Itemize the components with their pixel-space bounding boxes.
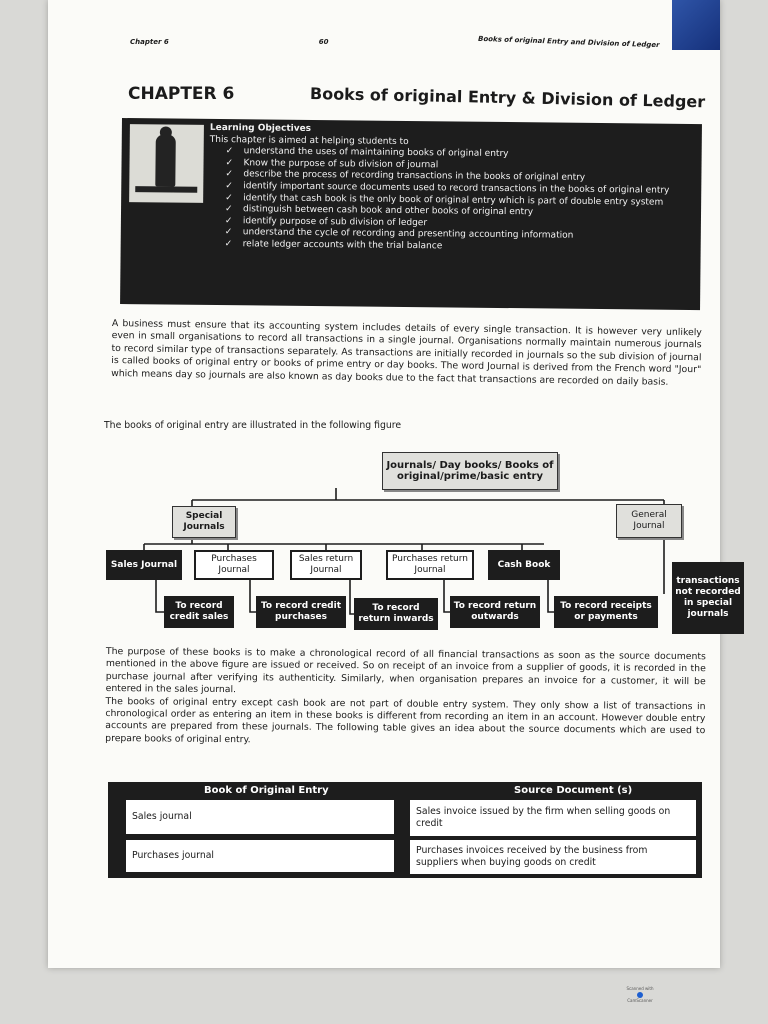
check-icon: ✓	[225, 192, 233, 203]
credit-purchases-box: To record credit purchases	[256, 596, 346, 628]
header-page-number: 60	[318, 38, 329, 46]
check-icon: ✓	[225, 181, 233, 192]
objective-item: ✓ identify important source documents used to record transactions in the books of original entry	[225, 181, 670, 196]
table-row-1-source: Sales invoice issued by the firm when selling goods on credit	[410, 800, 696, 836]
table-header-book: Book of Original Entry	[204, 785, 329, 796]
check-icon: ✓	[224, 215, 233, 226]
general-journal-note-box: transactions not recorded in special journals	[672, 562, 744, 634]
sales-return-journal-box: Sales return Journal	[290, 550, 362, 580]
chapter-label: CHAPTER 6	[128, 84, 235, 104]
books-of-entry-diagram	[104, 444, 741, 644]
objective-item: ✓ distinguish between cash book and other books of original entry	[224, 204, 534, 218]
objective-item: ✓ describe the process of recording transactions in the books of original entry	[225, 169, 586, 184]
purpose-section	[105, 646, 706, 750]
return-outwards-box: To record return outwards	[450, 596, 540, 628]
check-icon: ✓	[225, 146, 234, 157]
camscanner-watermark: Scanned with CamScanner	[626, 986, 654, 1003]
figure-intro: The books of original entry are illustrated in the following figure	[104, 420, 402, 431]
book-page	[48, 0, 741, 968]
special-journals-box: Special Journals	[172, 506, 236, 538]
credit-sales-box: To record credit sales	[164, 596, 234, 628]
root-journals-box: Journals/ Day books/ Books of original/prime/basic entry	[382, 452, 558, 490]
objective-item: ✓ understand the cycle of recording and presenting accounting information	[224, 227, 574, 242]
objective-item: ✓ Know the purpose of sub division of journal	[225, 157, 439, 171]
speaker-podium-icon	[129, 124, 204, 203]
learning-objectives-box	[120, 118, 702, 310]
running-header	[130, 34, 661, 50]
check-icon: ✓	[224, 204, 233, 215]
sales-journal-box: Sales Journal	[106, 550, 182, 580]
source-documents-table	[108, 782, 702, 878]
header-chapter: Chapter 6	[130, 38, 169, 46]
objectives-text	[209, 123, 696, 256]
objective-item: ✓ relate ledger accounts with the trial balance	[224, 239, 443, 252]
objective-item: ✓ understand the uses of maintaining books of original entry	[225, 146, 509, 160]
receipts-payments-box: To record receipts or payments	[554, 596, 658, 628]
purchases-return-journal-box: Purchases return Journal	[386, 550, 474, 580]
table-header-source: Source Document (s)	[514, 785, 633, 796]
check-icon: ✓	[225, 169, 234, 180]
cash-book-box: Cash Book	[488, 550, 560, 580]
objectives-title: Learning Objectives	[209, 122, 312, 134]
general-journal-box: General Journal	[616, 504, 682, 538]
return-inwards-box: To record return inwards	[354, 598, 438, 630]
double-entry-paragraph: The books of original entry except cash book are not part of double entry system. They only show a list of transactions in chronological order as entering an item in these books is different from recording an item in an account. However double entry accounts are prepared from these journals. The following table gives an idea about the source documents which are used to prepare books of original entry.	[105, 695, 706, 746]
purpose-paragraph: The purpose of these books is to make a chronological record of all financial transactions as soon as the source documents mentioned in the above figure are issued or received. So on receipt of an invoice from a supplier of goods, it is recorded in the purchase journal after verifying its authenticity. Similarly, when organisation prepares an invoice for a customer, it will be entered in the sales journal.	[105, 646, 706, 696]
table-row-2-source: Purchases invoices received by the business from suppliers when buying goods on credit	[410, 840, 696, 874]
objectives-list	[209, 146, 696, 255]
table-row-2-book: Purchases journal	[126, 840, 394, 872]
header-running-title: Books of original Entry and Division of Ledger	[478, 34, 661, 50]
table-row-1-book: Sales journal	[126, 800, 394, 834]
check-icon: ✓	[224, 239, 233, 250]
chapter-title: Books of original Entry & Division of Ledger	[309, 84, 706, 112]
purchases-journal-box: Purchases Journal	[194, 550, 274, 580]
objective-item: ✓ identify purpose of sub division of ledger	[224, 215, 428, 228]
intro-paragraph: A business must ensure that its accounting system includes details of every single transaction. It is however very unlikely even in small organisations to record all transactions in a single journal. Organisations normally maintain numerous journals to record similar type of transactions separately. As transactions are initially recorded in journals so the sub division of journal is called books of original entry or books of prime entry or day books. The word Journal is derived from the French word "Jour" which means day so journals are also known as day books due to the fact that transactions are recorded on daily basis.	[111, 318, 702, 388]
page-corner	[672, 0, 720, 50]
check-icon: ✓	[224, 227, 233, 238]
objective-item: ✓ identify that cash book is the only book of original entry which is part of double entry system	[225, 192, 664, 208]
objectives-intro: This chapter is aimed at helping students to	[209, 134, 409, 147]
check-icon: ✓	[225, 157, 234, 168]
